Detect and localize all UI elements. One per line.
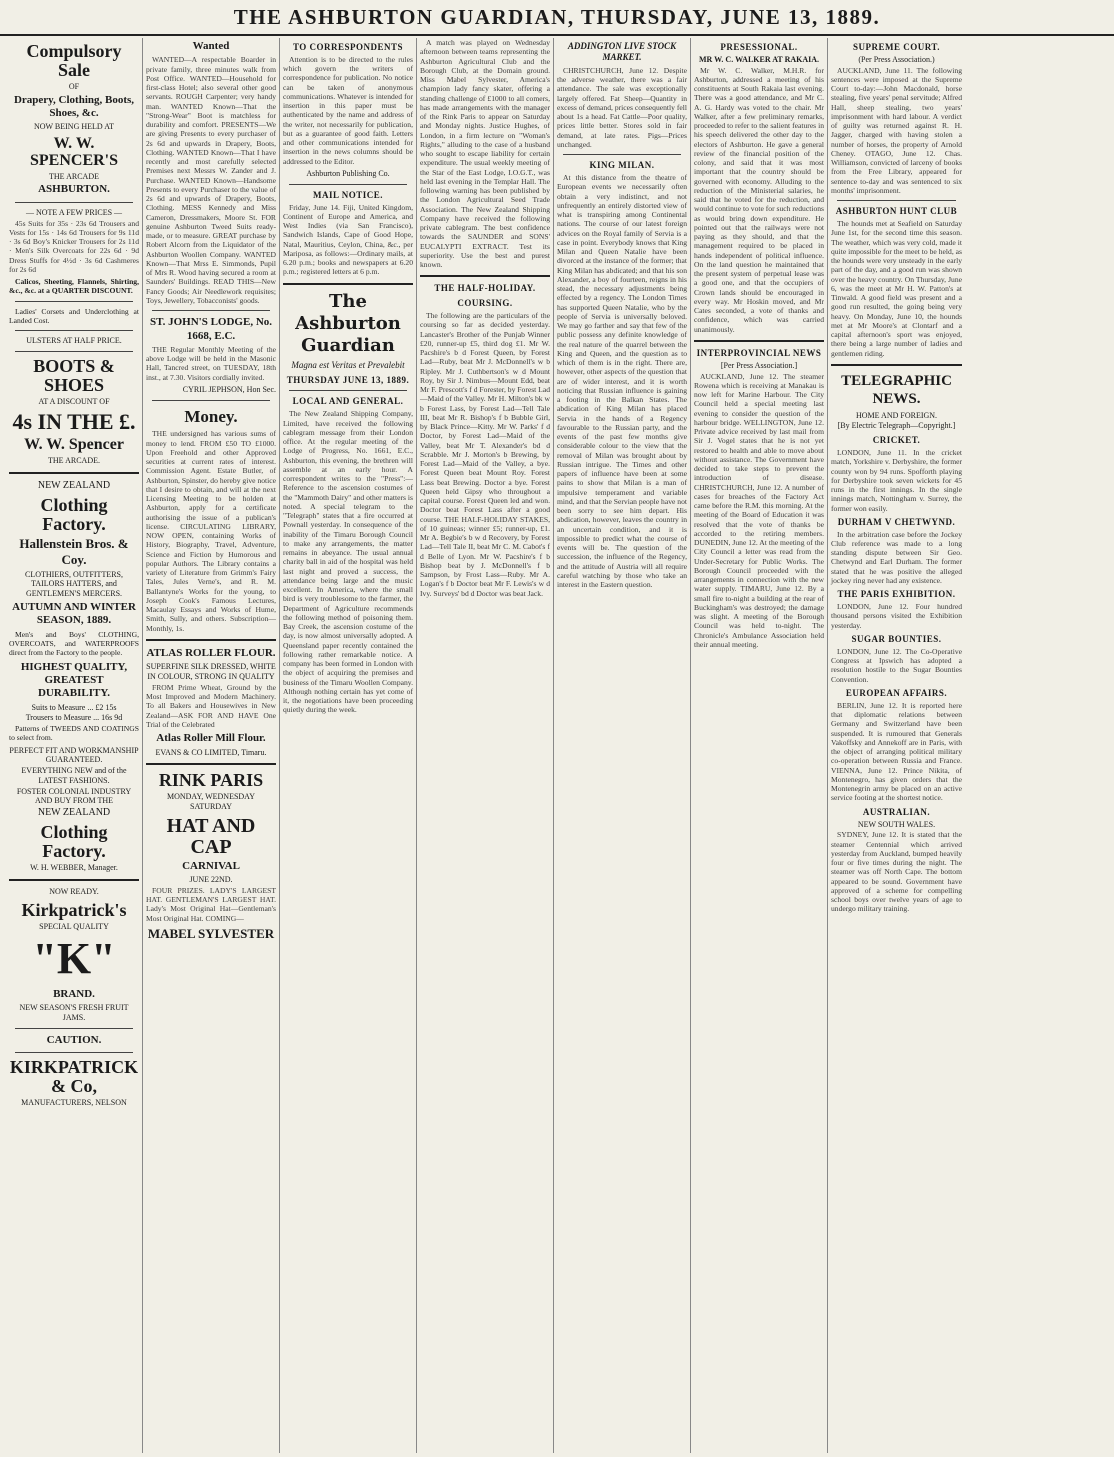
calicos-line: Calicos, Sheeting, Flannels, Shirting, &c., &c. at a QUARTER DISCOUNT.	[9, 277, 139, 296]
price-items: 45s Suits for 35s · 23s 6d Trousers and Vests for 15s · 14s 6d Trousers for 9s 11d · 3s 6d Boy's Knicker Trousers for 2s 11d · Men's Silk Overcoats for 22s 6d · 9d Dress Stuffs for 4½d · 3s 6d Cashmeres for 2s 6d	[9, 218, 139, 274]
clothing-factory-heading: Clothing Factory.	[40, 495, 108, 535]
supreme-court-body: AUCKLAND, June 11. The following sentences were imposed at the Supreme Court to-day:—John Macdonald, horse stealing, five years' penal servitude; Alfred Hall, sheep stealing, two years' imprisonment with hard labour. A verdict of guilty was returned against R. H. Jagger, charged with having stolen a number of horses, the property of Arnold Cheney. OTAGO, June 12. Chas. Williamson, convicted of larceny of books from the Free Library, appeared for sentence to-day and was sentenced to six months' imprisonment.	[831, 65, 962, 195]
four-shillings: 4s IN THE £.	[12, 409, 136, 435]
column-6	[691, 38, 828, 1453]
press-association-label-2: (Per Press Association.)	[858, 54, 935, 64]
column-4	[417, 38, 554, 1453]
cricket-body: LONDON, June 11. In the cricket match, Yorkshire v. Derbyshire, the former county won by 94 runs. Spofforth playing for Derbyshire took seven wickets for 45 runs in the first innings. In the single innings match, Nottingham v. Surrey, the former won easily.	[831, 448, 962, 513]
european-body: BERLIN, June 12. It is reported here that diplomatic relations between Germany and Switzerland have been suspended. It is rumoured that Generals Vakoffsky and Annekoff are in Paris, with the object of arranging political military co-operation between Russia and France. VIENNA, June 12. Prince Nikita, of Montenegro, has given orders that the Montenegrin army be placed on an active service footing at the shortest notice.	[831, 700, 962, 803]
walker-speech-body: Mr W. C. Walker, M.H.R. for Ashburton, addressed a meeting of his constituents at South Rakaia last evening. There was a good attendance, and Mr C. A. G. Hardy was voted to the chair. Mr Walker, after a few preliminary remarks, proceeded to refer to the salient features in his speech delivered the other day to the electors of Ashburton. He gave a general review of the financial position of the colony, and said that it was most important that the country should be governed with economy. Alluding to the reduction of the Ministerial salaries, he said that he voted for the reduction, and would continue to vote for such reductions as would bring down expenditure. He pointed out that the railways were not paying as they should, and that the management required to be placed in hands independent of political influence. On the land question he maintained that the present system of perpetual lease was a good one, and that the occupiers of Crown lands should be encouraged in every way. Mr Hoskin moved, and Mr Cates seconded, a vote of thanks and confidence, which was carried unanimously.	[694, 65, 824, 334]
hunt-club-heading: ASHBURTON HUNT CLUB	[835, 206, 958, 217]
new-zealand-label-2: NEW ZEALAND	[37, 807, 111, 819]
wanted-ads: WANTED—A respectable Boarder in private family, three minutes walk from Post Office. WANTED—Household for first-class Hotel; also several other good servants. ROUGH Carpenter; very handy man. WANTED Known—That the "Strong-Wear" Boot is matchless for durability and comfort. PRESENTS—We are giving Presents to every purchaser of 2s 6d and upwards in Drapery, Boots, Clothing. WANTED Known—That I have recently and most carefully selected Premises next Messrs W. Zander and J. Purchase. WANTED Known—Handsome Presents to every Purchaser to the value of 2s 6d and upwards of Drapery, Boots, Clothing. MESS Kennedy and Miss Cameron, Dressmakers, Moore St. FOR genuine Ashburton Tweed Suits ready-made, or to measure. GREAT purchase by Robert Alcorn from the Liquidator of the Ashburton Woollen Company. WANTED Known—That Mrss E. Simmonds, Pupil of Mrs R. Wood having secured a room at Saunders' Buildings. READ THIS—New Fancy Goods; Air Needlework requisites; Toys, Jewellery, Tobacconists' goods.	[146, 55, 276, 305]
money-heading: Money.	[184, 406, 238, 426]
clothing-factory-heading-2: Clothing Factory.	[40, 822, 108, 862]
column-3	[280, 38, 417, 1453]
page-columns	[6, 38, 1108, 1453]
interprovincial-body: AUCKLAND, June 12. The steamer Rowena which is receiving at Manakau is now left for Marine Harbour. The City Council held a special meeting last evening to consider the question of the harbour bridge. WELLINGTON, June 12. Private advice received by last mail from Sir J. Vogel states that he is not yet restored to health and able to move about without assistance. The Government have decided to take steps to prevent the introduction of disease. CHRISTCHURCH, June 12. A number of cases for breaches of the Factory Act came before the R.M. this morning. At the meeting of the Board of Education it was resolved that the vote of thanks be accorded to the retiring members. DUNEDIN, June 12. At the meeting of the City Council a letter was read from the Under-Secretary for Public Works. The Borough Council proceeded with the arrangements in connection with the new water supply. TIMARU, June 12. By a small fire to-night a building at the rear of Buckingham's was destroyed; the damage was slight. A meeting of the Borough Council was held to-night. The Chronicle's Ambulance Association held their annual meeting.	[694, 371, 824, 649]
ashburton-label: ASHBURTON.	[38, 183, 110, 196]
now-ready: NOW READY.	[49, 886, 99, 896]
k-brand-mark: "K"	[32, 934, 116, 984]
guardian-masthead: The Ashburton Guardian	[295, 290, 401, 356]
clothiers-line: CLOTHIERS, OUTFITTERS, TAILORS HATTERS, and GENTLEMEN'S MERCERS.	[25, 569, 123, 599]
money-notice: THE undersigned has various sums of money to lend. FROM £50 TO £1000. Upon Freehold and other Approved securities at current rates of interest. Commission Agent. Estate Butler, of Ashburton, Spinster, do hereby give notice that I desire to obtain, and will at the next Licensing Meeting to be holden at Ashburton, apply for a certificate authorising the issue of a publican's license. CIRCULATING LIBRARY, NOW OPEN, containing Works of History, Biography, Travel, Adventure, Science and Fiction by Humorous and popular Authors. The Library contains a variety of Literature from Grimm's Fairy Tales, Jules Verne's, and R. M. Ballantyne's Works for the young, to Joseph Cook's Famous Lectures, Macaulay Essays and Works of Hume, Smith, Sully, and others. Subscription—Monthly, 1s.	[146, 429, 276, 633]
quality-line: HIGHEST QUALITY, GREATEST DURABILITY.	[20, 660, 128, 700]
kirkpatrick-heading: Kirkpatrick's	[21, 899, 127, 920]
wanted-heading: Wanted	[192, 40, 230, 52]
carnival-prizes: FOUR PRIZES. LADY'S LARGEST HAT. GENTLEMAN'S LARGEST HAT. Lady's Most Original Hat—Gentleman's Most Original Hat. COMING—	[146, 885, 276, 923]
column-7	[828, 38, 965, 1453]
coursing-heading: COURSING.	[457, 298, 513, 309]
interprovincial-heading: INTERPROVINCIAL NEWS	[696, 347, 822, 358]
brand-label: BRAND.	[53, 988, 95, 1001]
everything-new: EVERYTHING NEW and of the LATEST FASHIONS.	[21, 766, 127, 785]
home-foreign-label: HOME AND FOREIGN.	[855, 410, 938, 420]
hat-and-cap-heading: HAT AND CAP	[166, 814, 256, 858]
supreme-court-heading: SUPREME COURT.	[852, 42, 941, 52]
mabel-sylvester: MABEL SYLVESTER	[147, 925, 275, 941]
durham-heading: DURHAM V CHETWYND.	[837, 516, 956, 527]
european-affairs-heading: EUROPEAN AFFAIRS.	[845, 687, 948, 698]
king-milan-heading: KING MILAN.	[589, 160, 655, 171]
evans-line: EVANS & CO LIMITED, Timaru.	[155, 747, 267, 757]
of-label: OF	[68, 81, 80, 91]
arcade-label-2: THE ARCADE.	[48, 456, 100, 466]
lodge-heading: ST. JOHN'S LODGE, No. 1668, E.C.	[149, 316, 273, 342]
nsw-label: NEW SOUTH WALES.	[857, 819, 936, 829]
lodge-notice: THE Regular Monthly Meeting of the above Lodge will be held in the Masonic Hall, Tancred street, on TUESDAY, 18th inst., at 7.30. Visitors cordially invited.	[146, 344, 276, 382]
australian-heading: AUSTRALIAN.	[862, 806, 931, 817]
carnival-date: JUNE 22ND.	[189, 875, 233, 885]
sugar-bounties-heading: SUGAR BOUNTIES.	[851, 633, 942, 644]
caution-heading: CAUTION.	[46, 1033, 102, 1046]
discount-label: AT A DISCOUNT OF	[38, 396, 110, 406]
telegraphic-news-heading: TELEGRAPHIC NEWS.	[841, 372, 952, 408]
half-holiday-heading: THE HALF-HOLIDAY.	[434, 283, 536, 294]
mail-notice-body: Friday, June 14. Fiji, United Kingdom, Continent of Europe and America, and West Indies (via San Francisco), Sandwich Islands, Cape of Good Hope, Natal, Mauritius, Ceylon, China, &c., per Mariposa, as follows:—Ordinary mails, at 6.20 p.m.; books and newspapers at 6.20 p.m.; registered letters at 6 p.m.	[283, 202, 413, 277]
addington-heading: ADDINGTON LIVE STOCK MARKET.	[567, 41, 677, 62]
flour-body: FROM Prime Wheat, Ground by the Most Improved and Modern Machinery. To all Bakers and Housewives in New Zealand—ASK FOR AND HAVE One Trial of the Celebrated	[146, 682, 276, 729]
king-milan-body: At this distance from the theatre of European events we necessarily often obtain a very indistinct, and not unfrequently an entirely distorted view of what is transpiring among Continental nations. The course of our latest foreign advices on the Royal family of Servia is a case in point. Everybody knows that King Milan and Queen Natalie have been divorced at the instance of the former; that King Milan has abdicated; and that his son Alexander, a boy of fourteen, reigns in his stead, the necessary adjustments being effected by a regency. The London Times has supported Queen Natalie, who by the people of Servia is universally beloved. We may go farther and say that few of the public possess any definite knowledge of the real nature of the quarrel between the King and Queen, and the question as to which of them is in the right. There are, however, other aspects of the question that are of wider interest, and it is worth noticing that Russian influence is gaining a footing in the Balkan States. The abdication of King Milan has placed Servia in the hands of a Regency favourable to the Russian party, and the events of the past few months give considerable colour to the view that the removal of Milan was brought about by Russian intrigue. The Times and other papers of influence have been at some pains to show that Milan is a man of impulsive temperament and variable mind, and that the Servian people have not been sorry to see him depart. His abdication, however, leaves the country in an uncertain condition, and it is impossible to predict what the course of events will be. The question of the succession, the influence of the Regency, and the attitude of Austria will all require careful watching by those who take an interest in the Eastern question.	[557, 173, 687, 590]
masthead	[0, 0, 1114, 36]
copyright-label: [By Electric Telegraph—Copyright.]	[837, 421, 956, 431]
cricket-heading: CRICKET.	[872, 435, 921, 446]
presessional-heading: PRESESSIONAL.	[720, 42, 798, 52]
drapery-heading: Drapery, Clothing, Boots, Shoes, &c.	[13, 93, 135, 119]
exhibition-body: LONDON, June 12. Four hundred thousand persons visited the Exhibition yesterday.	[831, 602, 962, 630]
mail-notice-heading: MAIL NOTICE.	[312, 189, 383, 200]
correspondents-heading: TO CORRESPONDENTS	[292, 42, 404, 52]
hallenstein-heading: Hallenstein Bros. & Coy.	[19, 535, 129, 567]
roller-flour-heading: ATLAS ROLLER FLOUR.	[146, 646, 276, 659]
publisher-line: Ashburton Publishing Co.	[306, 168, 390, 178]
nsw-body: SYDNEY, June 12. It is stated that the steamer Centennial which arrived yesterday from Auckland, bumped heavily four or five times during the night. The steamer was off North Cape. The bottom appeared to be sound. Government have approved of a scheme for compelling school boys over twelve years of age to undergo military training.	[831, 830, 962, 914]
motto-line: Magna est Veritas et Prevalebit	[291, 359, 405, 370]
autumn-season: AUTUMN AND WINTER SEASON, 1889.	[12, 600, 136, 627]
new-zealand-label: NEW ZEALAND	[37, 480, 111, 492]
newspaper-title: THE ASHBURTON GUARDIAN, THURSDAY, JUNE 13, 1889.	[233, 4, 881, 29]
compulsory-sale-heading: Compulsory Sale	[26, 41, 122, 80]
spencer-heading: W. W. SPENCER'S	[29, 135, 119, 169]
superfine-line: SUPERFINE SILK DRESSED, WHITE IN COLOUR, STRONG IN QUALITY	[146, 662, 276, 682]
correspondents-body: Attention is to be directed to the rules which govern the writers of correspondence for publication. No notice can be taken of anonymous communications. Whatever is intended for insertion in this paper must be authenticated by the name and address of the writer, not necessarily for publication, but as a guarantee of good faith. Letters and other communications intended for insertion in the news columns should be addressed to the Editor.	[283, 54, 413, 166]
manager-line: W. H. WEBBER, Manager.	[30, 863, 118, 873]
mens-clothing: Men's and Boys' CLOTHING, OVERCOATS, and WATERPROOFS direct from the Factory to the people.	[9, 629, 139, 658]
column-1	[6, 38, 143, 1453]
ladies-line: Ladies' Corsets and Underclothing at Landed Cost.	[9, 306, 139, 325]
local-news-body: The New Zealand Shipping Company, Limited, have received the following cablegram message from their London office. At the regular meeting of the Lodge of Progress, No. 1661, E.C., Ashburton, this evening, the brethren will assemble at an early hour. A correspondent writes to the "Press":—Reference to the ascension costumes of the "Mammoth Dairy" and other matters is noted. A special telegram to the "Telegraph" states that a fire occurred at Pownall yesterday. In consequence of the inability of the Timaru Borough Council to make any arrangements, the matter remains in abeyance. The usual annual charity ball in aid of the hospital was held last night and proved a success, the attendance being large and the music excellent. In America, where the small bird is very troublesome to the farmer, the Department of Agriculture recommends the following method of poisoning them. Bay Creek, the ascension costume of the day, is now almost universally adopted. A Queensland paper recently contained the following rather remarkable notice. A company has been formed in London with the object of acquiring the premises and business of the Timaru Woollen Company. Although nothing certain has yet come of it, the negotiations have been proceeding quietly during the week.	[283, 409, 413, 715]
coursing-body: The following are the particulars of the coursing so far as decided yesterday. Lancaster's Brother of the Punjab Winner £20, runner-up £5, third dog £1. Mr W. Pacshire's b d Forest Queen, by Forest Lad—Ruby, beat Mr J. McDonnell's w b Ripley. Mr J. Cuthbertson's w d Mount Roy, by Sir J. Nimbus—Mount Edd, beat Mr F. Prescott's f d Forester, by Forest Lad—Maid of the Valley. Mr H. Milton's bk w b Forest Lass, by Forest Lad—Tell Tale III, beat Mr R. Bishop's f b Bubble Girl, by Black Prince—Kitty. Mr W. Parks' f d Doctor, by Forest Lad—Maid of the Valley, beat Mr T. Alexander's bd d Scrabble. Mr J. Morton's b Brewing, by Forest Lad—Maid of the Valley, a bye. Forest Queen beat Mount Roy. Forest Lass beat Brewing. Doctor a bye. Forest Queen held Gipsy who throughout a capital course. Forest Queen led and won. Doctor beat Forest Lass after a good course. THE HALF-HOLIDAY STAKES, of 10 guineas; winner £5; runner-up, £1. Mr A. Begbie's b w d Recovery, by Forest Lad—Tell Tale II, beat Mr C. M. Cabot's f d Belle of Lyon. Mr W. Pacshire's f b Bishop beat by J. McDonnell's f b Sampson, by Frost Lass—Ruby. Mr A. Logan's f b Doctor beat Mr F. Lewis's w d Ivy. Surveys' bd d Doctor was beat Jack.	[420, 311, 550, 598]
hon-sec: CYRIL JEPHSON, Hon Sec.	[182, 384, 276, 394]
carnival-label: CARNIVAL	[182, 859, 240, 872]
atlas-mill-flour: Atlas Roller Mill Flour.	[156, 732, 266, 745]
hunt-club-body: The hounds met at Seafield on Saturday June 1st, for the second time this season. The weather, which was very cold, made it quite impossible for the meet to be held, as the hounds were very unsteady in the early part of the day, and a good run was shown over the heavy country. On Thursday, June 6, was the meet at Mr H. W. Patton's at Tinwald. A good field was present and a good run resulted, the going being very heavy. On Monday, June 10, the hounds met at Mr Moore's at Clontarf and a capital afternoon's sport was enjoyed, there being a large number of ladies and gentlemen riding.	[831, 219, 962, 358]
now-being-held: NOW BEING HELD AT	[33, 122, 115, 132]
addington-body: CHRISTCHURCH, June 12. Despite the adverse weather, there was a fair attendance. The sale was exceptionally largely offered. Fat Sheep—Quantity in excess of demand, prices consequently fell about 1s a head. Fat Cattle—Poor quality, prices little better. Stores sold in fair demand, at late rates. Pigs—Prices unchanged.	[557, 65, 687, 149]
manufacturers-line: MANUFACTURERS, NELSON	[21, 1098, 127, 1108]
local-general-heading: LOCAL AND GENERAL.	[292, 396, 404, 407]
patterns-line: Patterns of TWEEDS AND COATINGS to select from.	[9, 724, 139, 743]
kirkpatrick-co: KIRKPATRICK & Co,	[9, 1057, 139, 1097]
note-prices: — NOTE A FEW PRICES —	[25, 207, 123, 217]
rink-paris-heading: RINK PARIS	[158, 770, 264, 791]
press-association-label: [Per Press Association.]	[720, 360, 798, 370]
issue-date: THURSDAY JUNE 13, 1889.	[286, 374, 410, 385]
spencer-name: W. W. Spencer	[24, 436, 124, 454]
suits-price: Suits to Measure ... £2 15s	[31, 702, 117, 712]
foster-line: FOSTER COLONIAL INDUSTRY AND BUY FROM THE	[16, 786, 132, 806]
durham-body: In the arbitration case before the Jockey Club reference was made to a long standing dispute between Sir Geo. Chetwynd and Earl Durham. The former stated that he was positive the alleged jockey ring never had any existence.	[831, 529, 962, 585]
new-season-jams: NEW SEASON'S FRESH FRUIT JAMS.	[19, 1003, 129, 1023]
column-2	[143, 38, 280, 1453]
rink-days: MONDAY, WEDNESDAY SATURDAY	[166, 792, 255, 811]
sugar-body: LONDON, June 12. The Co-Operative Congress at Ipswich has adopted a resolution hostile to the Sugar Bounties Convention.	[831, 646, 962, 684]
perfect-fit: PERFECT FIT AND WORKMANSHIP GUARANTEED.	[9, 745, 139, 765]
special-quality: SPECIAL QUALITY	[39, 921, 109, 931]
arcade-label: THE ARCADE	[49, 171, 99, 181]
column-4-body: A match was played on Wednesday afternoon between teams representing the Ashburton Agricultural Club and the Borough Club, at the Domain ground. Miss Mabel Sylvester, America's champion lady fancy skater, offering a standing challenge of £1000 to all comers, has made arrangements with the manager of the Rink Paris to appear on Saturday and Monday nights. Justice Hughes, of London, in a firm lecture on "Woman's Rights," alluding to the case of a husband who sought to escape liability for certain expenditure. The usual weekly meeting of the Star of the East Lodge, I.O.G.T., was held last evening in the Templar Hall. The following warning has been published by the London Agricultural Seed Trade Association. The New Zealand Shipping Company have received the following private cablegram. The best confidence towards the SAUNDER and SONS' EUCALYPTI EXTRACT. Test its superiority. Use the best and purest known.	[420, 38, 550, 269]
trousers-price: Trousers to Measure ... 16s 9d	[25, 713, 123, 723]
boots-heading: BOOTS & SHOES	[33, 355, 115, 395]
column-5	[554, 38, 691, 1453]
ulsters-line: ULSTERS AT HALF PRICE.	[26, 336, 122, 346]
walker-speech-heading: MR W. C. WALKER AT RAKAIA.	[698, 54, 820, 64]
paris-exhibition-heading: THE PARIS EXHIBITION.	[837, 589, 956, 600]
